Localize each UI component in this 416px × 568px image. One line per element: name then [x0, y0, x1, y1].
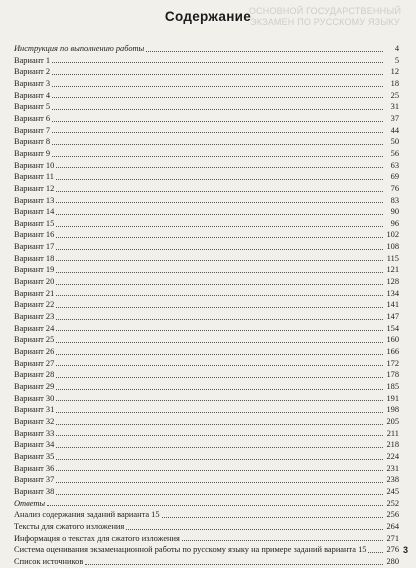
toc-entry-label: Вариант 23 [14, 312, 55, 322]
dot-leader [52, 131, 383, 133]
bleed-through-text: ОСНОВНОЙ ГОСУДАРСТВЕННЫЙ ЭКЗАМЕН ПО РУССКОМУ ЯЗЫКУ [248, 6, 402, 27]
toc-entry-page: 83 [390, 195, 399, 205]
toc-entry-label: Вариант 37 [14, 475, 55, 485]
toc-entry-label: Вариант 16 [14, 230, 55, 240]
toc-entry[interactable] [14, 264, 399, 276]
dot-leader [56, 259, 383, 261]
toc-entry-label: Вариант 21 [14, 288, 55, 298]
page-title: Содержание [164, 9, 252, 24]
toc-entry[interactable] [14, 160, 399, 172]
toc-entry[interactable] [14, 323, 399, 335]
toc-entry-label: Вариант 12 [14, 183, 55, 193]
toc-entry-label: Вариант 11 [14, 172, 54, 182]
toc-entry[interactable] [14, 544, 399, 556]
dot-leader [56, 166, 383, 168]
toc-entry-label: Вариант 25 [14, 335, 55, 345]
toc-entry-page: 252 [386, 498, 399, 508]
dot-leader [56, 213, 383, 215]
toc-entry[interactable] [14, 43, 399, 55]
toc-entry-page: 147 [386, 312, 399, 322]
dot-leader [56, 364, 383, 366]
toc-entry-page: 134 [386, 288, 399, 298]
toc-entry-page: 185 [386, 382, 399, 392]
toc-entry[interactable] [14, 474, 399, 486]
toc-entry-label: Вариант 20 [14, 277, 55, 287]
dot-leader [56, 376, 383, 378]
toc-entry-label: Вариант 22 [14, 300, 55, 310]
toc-entry[interactable] [14, 521, 399, 533]
toc-entry-page: 166 [386, 347, 399, 357]
toc-entry-page: 191 [386, 393, 399, 403]
toc-entry-label: Вариант 35 [14, 451, 55, 461]
dot-leader [56, 469, 383, 471]
toc-entry-page: 218 [386, 440, 399, 450]
toc-entry-page: 245 [386, 486, 399, 496]
toc-entry[interactable] [14, 463, 399, 475]
dot-leader [56, 423, 383, 425]
toc-entry-page: 276 [386, 545, 399, 555]
toc-entry[interactable] [14, 241, 399, 253]
toc-entry-label: Вариант 6 [14, 113, 51, 123]
toc-entry-label: Вариант 31 [14, 405, 55, 415]
dot-leader [52, 61, 383, 63]
toc-entry-label: Вариант 32 [14, 416, 55, 426]
dot-leader [56, 341, 383, 343]
toc-entry-page: 178 [386, 370, 399, 380]
toc-entry-label: Вариант 8 [14, 137, 51, 147]
toc-entry[interactable] [14, 451, 399, 463]
dot-leader [52, 143, 383, 145]
toc-entry-page: 5 [394, 55, 399, 65]
toc-entry[interactable] [14, 90, 399, 102]
toc-entry-label: Вариант 18 [14, 253, 55, 263]
dot-leader [56, 481, 383, 483]
toc-entry-page: 172 [386, 358, 399, 368]
toc-entry-page: 271 [386, 533, 399, 543]
toc-entry[interactable] [14, 556, 399, 568]
toc-entry-page: 264 [386, 521, 399, 531]
toc-entry-page: 141 [386, 300, 399, 310]
toc-entry-label: Вариант 30 [14, 393, 55, 403]
toc-entry-page: 108 [386, 242, 399, 252]
toc-entry-label: Вариант 34 [14, 440, 55, 450]
toc-entry-page: 128 [386, 277, 399, 287]
toc-entry-label: Вариант 24 [14, 323, 55, 333]
toc-entry-label: Вариант 33 [14, 428, 55, 438]
toc-entry[interactable] [14, 381, 399, 393]
dot-leader [56, 294, 383, 296]
dot-leader [52, 120, 383, 122]
dot-leader [56, 353, 383, 355]
toc-entry[interactable] [14, 393, 399, 405]
toc-entry-page: 102 [386, 230, 399, 240]
dot-leader [56, 190, 383, 192]
toc-entry-page: 231 [386, 463, 399, 473]
toc-entry[interactable] [14, 369, 399, 381]
toc-entry[interactable] [14, 416, 399, 428]
dot-leader [52, 96, 383, 98]
toc-entry[interactable] [14, 276, 399, 288]
dot-leader [126, 528, 383, 530]
dot-leader [146, 50, 383, 52]
dot-leader [162, 516, 383, 518]
toc-entry[interactable] [14, 253, 399, 265]
toc-entry-page: 238 [386, 475, 399, 485]
toc-entry-label: Информация о текстах для сжатого изложения [14, 533, 180, 543]
toc-entry-page: 256 [386, 510, 399, 520]
toc-entry-page: 44 [390, 125, 399, 135]
toc-entry[interactable] [14, 486, 399, 498]
dot-leader [56, 329, 383, 331]
toc-entry-page: 154 [386, 323, 399, 333]
toc-entry-page: 37 [390, 113, 399, 123]
toc-entry[interactable] [14, 334, 399, 346]
toc-entry-label: Вариант 10 [14, 160, 55, 170]
toc-entry-label: Вариант 9 [14, 148, 51, 158]
toc-entry[interactable] [14, 230, 399, 242]
dot-leader [85, 563, 383, 565]
toc-entry-page: 224 [386, 451, 399, 461]
toc-entry-page: 76 [390, 183, 399, 193]
toc-entry[interactable] [14, 171, 399, 183]
dot-leader [56, 225, 383, 227]
toc-entry-label: Вариант 15 [14, 218, 55, 228]
toc-entry-label: Вариант 38 [14, 486, 55, 496]
toc-entry[interactable] [14, 299, 399, 311]
toc-entry-label: Вариант 14 [14, 207, 55, 217]
dot-leader [52, 155, 383, 157]
toc-entry-label: Вариант 3 [14, 78, 51, 88]
toc-entry-page: 56 [390, 148, 399, 158]
toc-entry[interactable] [14, 498, 399, 510]
dot-leader [56, 388, 383, 390]
dot-leader [56, 399, 383, 401]
toc-entry-page: 211 [386, 428, 399, 438]
toc-entry[interactable] [14, 66, 399, 78]
toc-entry[interactable] [14, 101, 399, 113]
toc-entry-page: 96 [390, 218, 399, 228]
toc-entry[interactable] [14, 509, 399, 521]
toc-entry[interactable] [14, 195, 399, 207]
toc-entry[interactable] [14, 288, 399, 300]
toc-entry-page: 69 [390, 172, 399, 182]
toc-entry-label: Вариант 2 [14, 67, 51, 77]
toc-entry[interactable] [14, 358, 399, 370]
dot-leader [56, 306, 383, 308]
dot-leader [52, 108, 383, 110]
toc-entry-label: Вариант 1 [14, 55, 51, 65]
toc-entry[interactable] [14, 113, 399, 125]
toc-entry-label: Система оценивания экзаменационной работы по русскому языку на примере заданий варианта 15 [14, 545, 367, 555]
toc-entry-page: 63 [390, 160, 399, 170]
page-number: 3 [402, 545, 408, 555]
dot-leader [368, 551, 383, 553]
toc-entry[interactable] [14, 218, 399, 230]
toc-entry-label: Вариант 26 [14, 347, 55, 357]
toc-entry-label: Вариант 13 [14, 195, 55, 205]
toc-entry[interactable] [14, 346, 399, 358]
toc-entry-label: Ответы [14, 498, 46, 508]
toc-entry[interactable] [14, 183, 399, 195]
toc-entry-label: Инструкция по выполнению работы [14, 43, 145, 53]
toc-entry-page: 121 [386, 265, 399, 275]
dot-leader [56, 434, 383, 436]
toc-entry-page: 90 [390, 207, 399, 217]
toc-entry-label: Вариант 27 [14, 358, 55, 368]
dot-leader [56, 318, 383, 320]
toc-entry-page: 50 [390, 137, 399, 147]
toc-entry-label: Вариант 36 [14, 463, 55, 473]
toc-entry[interactable] [14, 428, 399, 440]
dot-leader [56, 201, 383, 203]
dot-leader [56, 458, 383, 460]
toc-entry-page: 115 [386, 253, 399, 263]
dot-leader [182, 539, 383, 541]
toc-entry-label: Вариант 7 [14, 125, 51, 135]
toc-entry-page: 4 [394, 43, 399, 53]
dot-leader [56, 236, 383, 238]
toc-entry-page: 18 [390, 78, 399, 88]
toc-entry-page: 25 [390, 90, 399, 100]
toc-entry[interactable] [14, 148, 399, 160]
dot-leader [52, 73, 383, 75]
toc-entry-label: Тексты для сжатого изложения [14, 521, 125, 531]
toc-entry[interactable] [14, 533, 399, 545]
toc-entry-page: 160 [386, 335, 399, 345]
toc-entry[interactable] [14, 55, 399, 67]
dot-leader [56, 493, 383, 495]
dot-leader [52, 85, 383, 87]
toc-entry[interactable] [14, 136, 399, 148]
toc-entry-page: 280 [386, 556, 399, 566]
toc-entry-label: Вариант 19 [14, 265, 55, 275]
dot-leader [56, 411, 383, 413]
toc-entry[interactable] [14, 125, 399, 137]
dot-leader [56, 178, 383, 180]
toc-entry-page: 31 [390, 102, 399, 112]
table-of-contents [14, 43, 399, 568]
toc-entry-label: Вариант 29 [14, 382, 55, 392]
toc-entry-label: Вариант 17 [14, 242, 55, 252]
toc-entry-page: 12 [390, 67, 399, 77]
toc-entry-label: Вариант 5 [14, 102, 51, 112]
dot-leader [56, 271, 383, 273]
toc-entry[interactable] [14, 78, 399, 90]
toc-entry[interactable] [14, 404, 399, 416]
toc-entry-label: Вариант 4 [14, 90, 51, 100]
toc-entry-label: Вариант 28 [14, 370, 55, 380]
toc-entry[interactable] [14, 311, 399, 323]
toc-entry[interactable] [14, 206, 399, 218]
dot-leader [56, 283, 383, 285]
dot-leader [56, 248, 383, 250]
toc-entry-label: Анализ содержания заданий варианта 15 [14, 510, 160, 520]
toc-entry-label: Список источников [14, 556, 84, 566]
toc-entry[interactable] [14, 439, 399, 451]
dot-leader [56, 446, 383, 448]
toc-entry-page: 205 [386, 416, 399, 426]
dot-leader [47, 504, 383, 506]
toc-entry-page: 198 [386, 405, 399, 415]
